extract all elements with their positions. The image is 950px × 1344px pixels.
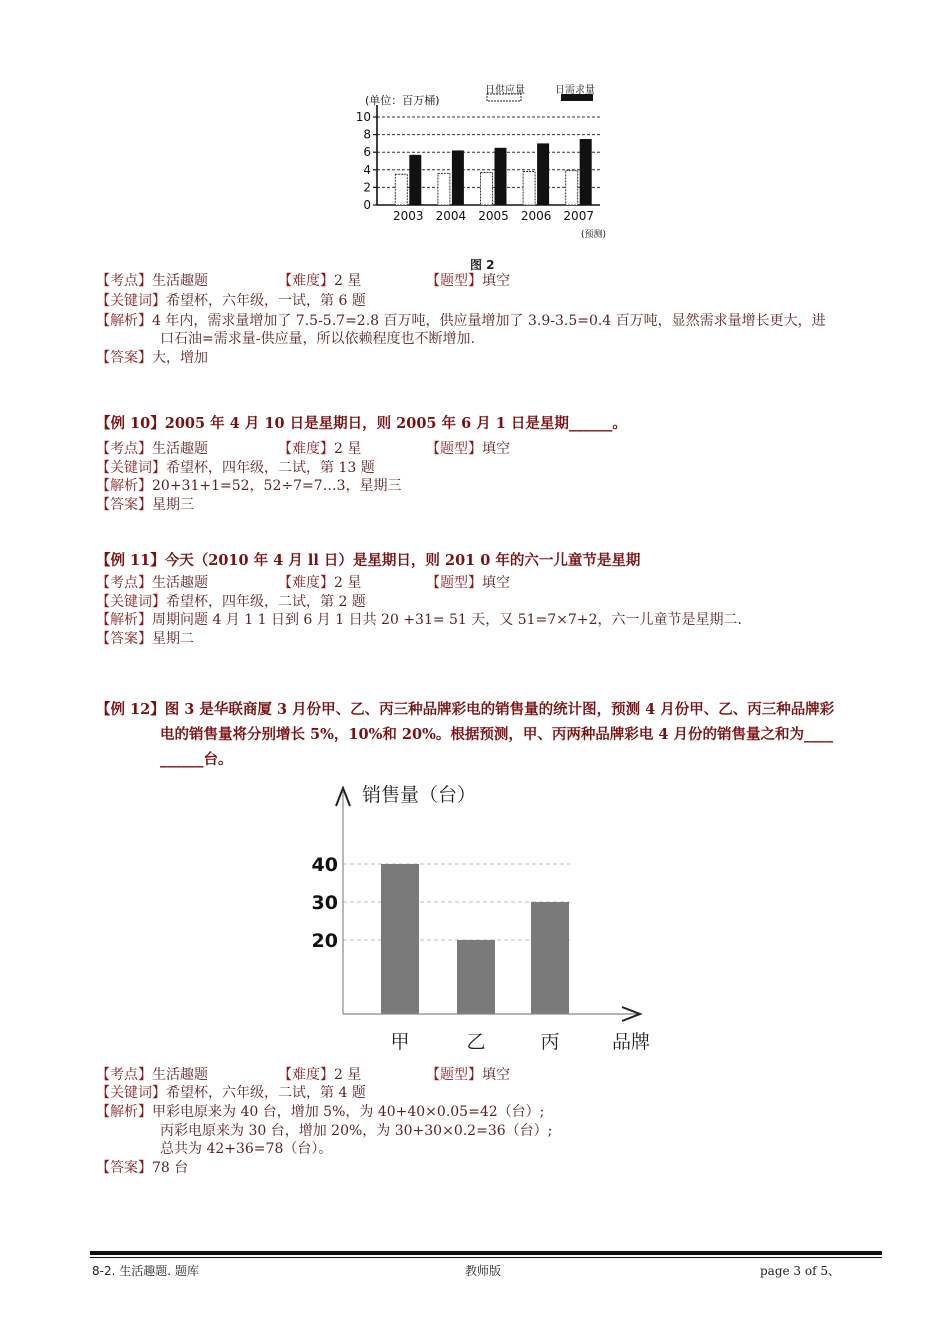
tixing-value: 填空 xyxy=(482,273,510,289)
example-12-question-line-1: 【例 12】图 3 是华联商厦 3 月份甲、乙、丙三种品牌彩电的销售量的统计图，预测 4 月份甲、乙、丙三种品牌彩 xyxy=(96,701,835,718)
kaodian-value: 生活趣题 xyxy=(152,273,208,289)
fig3-xlabel: 品牌 xyxy=(612,1031,651,1053)
daan-value: 78 台 xyxy=(152,1160,189,1176)
jiexi-line-1: 甲彩电原来为 40 台，增加 5%，为 40+40×0.05=42（台）; xyxy=(152,1104,545,1120)
label-kaodian: 【考点】 xyxy=(96,273,152,289)
fig2-demand-bar xyxy=(537,143,549,205)
fig2-y-tick-label: 8 xyxy=(363,127,371,142)
fig2-y-tick-label: 10 xyxy=(355,110,371,124)
keyword-row xyxy=(96,459,375,478)
label-guanjianci: 【关键词】 xyxy=(96,293,166,309)
guanjianci-value: 希望杯，四年级，二试，第 2 题 xyxy=(166,594,366,610)
example-10-question: 【例 10】2005 年 4 月 10 日是星期日，则 2005 年 6 月 1 日是星期______。 xyxy=(96,415,627,432)
label-tixing: 【题型】 xyxy=(426,575,482,591)
fig3-ylabel: 销售量（台） xyxy=(362,784,477,806)
daan-value: 大，增加 xyxy=(152,350,208,366)
nandu-value: 2 星 xyxy=(334,441,362,457)
tixing-value: 填空 xyxy=(482,1067,510,1083)
kaodian-value: 生活趣题 xyxy=(152,575,208,591)
analysis-row xyxy=(96,611,742,630)
label-tixing: 【题型】 xyxy=(426,441,482,457)
meta-row xyxy=(96,574,796,593)
guanjianci-value: 希望杯，六年级，一试，第 6 题 xyxy=(166,293,366,309)
analysis-row-cont xyxy=(160,330,475,349)
keyword-row xyxy=(96,1084,366,1103)
fig2-demand-bar xyxy=(580,139,592,205)
kaodian-value: 生活趣题 xyxy=(152,441,208,457)
meta-row xyxy=(96,440,796,459)
guanjianci-value: 希望杯，六年级，二试，第 4 题 xyxy=(166,1085,366,1101)
footer-rule-thick xyxy=(90,1251,882,1255)
fig2-x-tick-label: 2006 xyxy=(520,209,552,223)
nandu-value: 2 星 xyxy=(334,1067,362,1083)
jiexi-value: 周期问题 4 月 1 1 日到 6 月 1 日共 20 +31= 51 天，又 51=7×7+2，六一儿童节是星期二. xyxy=(152,612,742,628)
label-daan: 【答案】 xyxy=(96,1160,152,1176)
footer-center: 教师版 xyxy=(465,1264,502,1278)
daan-value: 星期三 xyxy=(152,497,194,513)
legend-supply-label: 日供应量 xyxy=(485,85,525,96)
fig2-y-tick-label: 6 xyxy=(363,145,371,160)
answer-row xyxy=(96,1159,188,1178)
fig3-bar xyxy=(457,940,495,1014)
analysis-row-cont xyxy=(160,1122,552,1141)
kaodian-value: 生活趣题 xyxy=(152,1067,208,1083)
footer-rule-thin xyxy=(90,1257,882,1258)
fig3-x-tick-label: 乙 xyxy=(466,1031,486,1053)
fig2-x-tick-label: 2007 xyxy=(563,209,594,223)
label-tixing: 【题型】 xyxy=(426,1067,482,1083)
keyword-row xyxy=(96,593,366,612)
analysis-row xyxy=(96,477,402,496)
label-daan: 【答案】 xyxy=(96,350,152,366)
label-guanjianci: 【关键词】 xyxy=(96,460,166,476)
label-jiexi: 【解析】 xyxy=(96,313,152,329)
label-guanjianci: 【关键词】 xyxy=(96,1085,166,1101)
label-kaodian: 【考点】 xyxy=(96,1067,152,1083)
fig3-x-tick-label: 丙 xyxy=(540,1031,560,1053)
fig2-unit-label: (单位：百万桶) xyxy=(365,94,440,107)
label-kaodian: 【考点】 xyxy=(96,575,152,591)
fig3-y-tick-label: 30 xyxy=(311,892,338,914)
nandu-value: 2 星 xyxy=(334,575,362,591)
label-nandu: 【难度】 xyxy=(278,273,334,289)
figure-2-chart xyxy=(355,82,625,244)
fig3-bar xyxy=(381,864,419,1014)
label-kaodian: 【考点】 xyxy=(96,441,152,457)
fig3-y-tick-label: 40 xyxy=(311,854,338,876)
label-jiexi: 【解析】 xyxy=(96,478,152,494)
fig3-y-tick-label: 20 xyxy=(311,930,338,952)
fig2-supply-bar xyxy=(566,171,578,205)
analysis-row xyxy=(96,312,826,331)
meta-row xyxy=(96,272,796,291)
guanjianci-value: 希望杯，四年级，二试，第 13 题 xyxy=(166,460,375,476)
fig2-demand-bar xyxy=(409,155,421,205)
fig2-y-tick-label: 4 xyxy=(363,162,371,177)
fig2-supply-bar xyxy=(438,173,450,205)
example-12-question-line-3: ______台。 xyxy=(160,751,233,768)
tixing-value: 填空 xyxy=(482,441,510,457)
label-daan: 【答案】 xyxy=(96,497,152,513)
analysis-row-cont xyxy=(160,1140,332,1159)
label-guanjianci: 【关键词】 xyxy=(96,594,166,610)
example-12-question-line-2: 电的销售量将分别增长 5%，10%和 20%。根据预测，甲、丙两种品牌彩电 4 月份的销售量之和为____ xyxy=(160,726,834,743)
fig2-supply-bar xyxy=(481,172,493,205)
label-tixing: 【题型】 xyxy=(426,273,482,289)
jiexi-line-3: 总共为 42+36=78（台）。 xyxy=(160,1141,333,1157)
answer-row xyxy=(96,496,194,515)
daan-value: 星期二 xyxy=(152,631,194,647)
label-nandu: 【难度】 xyxy=(278,1067,334,1083)
fig2-y-tick-label: 2 xyxy=(363,180,371,195)
meta-row xyxy=(96,1066,796,1085)
jiexi-line-2: 口石油=需求量-供应量，所以依赖程度也不断增加. xyxy=(160,331,475,347)
fig2-demand-bar xyxy=(452,150,464,205)
nandu-value: 2 星 xyxy=(334,273,362,289)
label-jiexi: 【解析】 xyxy=(96,1104,152,1120)
tixing-value: 填空 xyxy=(482,575,510,591)
fig3-bar xyxy=(531,902,569,1014)
label-nandu: 【难度】 xyxy=(278,441,334,457)
jiexi-line-2: 丙彩电原来为 30 台，增加 20%，为 30+30×0.2=36（台）; xyxy=(160,1123,553,1139)
fig2-forecast-note: (预测) xyxy=(581,230,607,240)
figure-2-caption: 图 2 xyxy=(470,258,495,272)
fig2-x-tick-label: 2003 xyxy=(393,209,424,223)
jiexi-value: 20+31+1=52，52÷7=7…3，星期三 xyxy=(152,478,402,494)
label-daan: 【答案】 xyxy=(96,631,152,647)
fig3-x-tick-label: 甲 xyxy=(390,1031,410,1053)
jiexi-line-1: 4 年内，需求量增加了 7.5-5.7=2.8 百万吨，供应量增加了 3.9-3.5=0.4 百万吨，显然需求量增长更大，进 xyxy=(152,313,826,329)
legend-demand-label: 日需求量 xyxy=(555,85,595,96)
fig2-y-tick-label: 0 xyxy=(363,198,371,212)
footer-right: page 3 of 5、 xyxy=(760,1264,840,1278)
fig2-x-tick-label: 2005 xyxy=(478,209,509,223)
fig2-x-tick-label: 2004 xyxy=(435,209,467,223)
footer-left: 8-2. 生活趣题. 题库 xyxy=(92,1264,199,1278)
label-nandu: 【难度】 xyxy=(278,575,334,591)
label-jiexi: 【解析】 xyxy=(96,612,152,628)
answer-row xyxy=(96,349,208,368)
example-11-question: 【例 11】今天（2010 年 4 月 ll 日）是星期日，则 201 0 年的六一儿童节是星期 xyxy=(96,552,641,569)
analysis-row xyxy=(96,1103,544,1122)
answer-row xyxy=(96,630,194,649)
fig2-supply-bar xyxy=(523,172,535,205)
keyword-row xyxy=(96,292,366,311)
fig2-supply-bar xyxy=(395,174,407,205)
fig2-demand-bar xyxy=(495,148,507,205)
figure-3-chart xyxy=(300,778,670,1058)
